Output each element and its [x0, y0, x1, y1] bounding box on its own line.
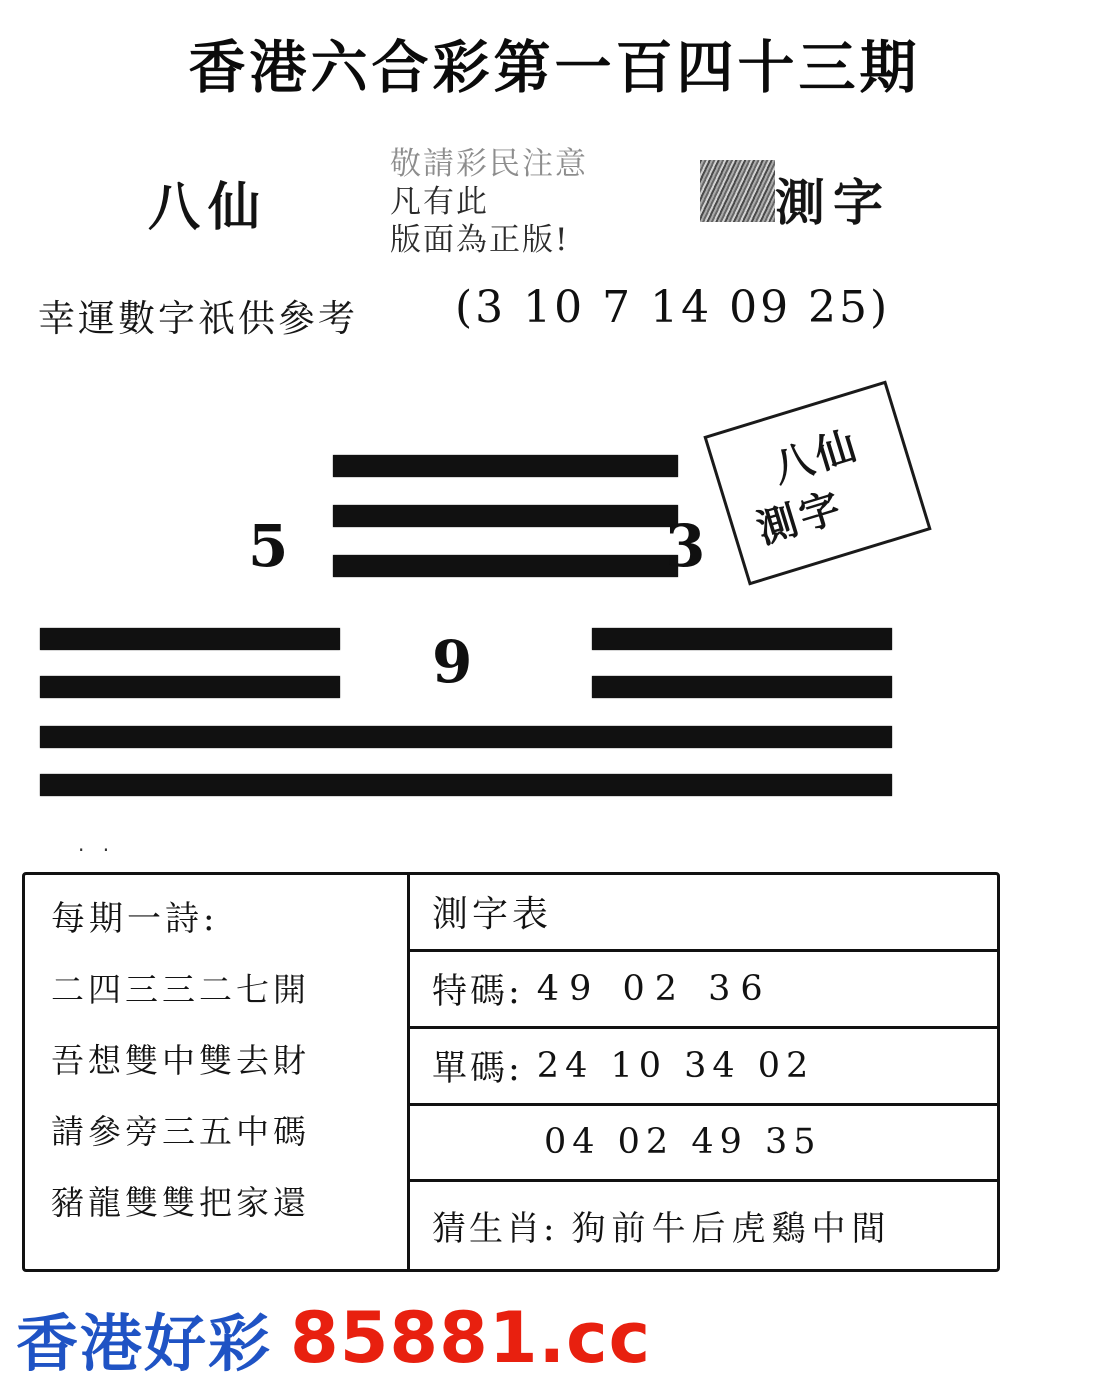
table-row [410, 952, 997, 1029]
notice-line-1: 敬請彩民注意 [390, 146, 588, 182]
poem-column [25, 875, 410, 1269]
poem-title: 每期一詩: [51, 899, 219, 939]
notice-line-3: 版面為正版! [390, 222, 570, 258]
lucky-number-values: (3 10 7 14 09 25) [455, 282, 891, 333]
stamp-card-line-2: 測字 [751, 482, 850, 554]
zodiac-value: 狗前牛后虎鷄中間 [571, 1209, 892, 1250]
hexagram-bar [333, 555, 678, 577]
hexagram-number: 9 [432, 628, 473, 696]
zodiac-label: 猜生肖: [432, 1209, 558, 1250]
stray-dots: · · [78, 838, 116, 862]
notice-block [390, 145, 588, 259]
hexagram-bar [333, 455, 678, 477]
special-code-values: 49 02 36 [536, 968, 773, 1009]
page-title: 香港六合彩第一百四十三期 [188, 34, 921, 101]
hexagram-number: 5 [248, 512, 289, 580]
extra-code-values: 04 02 49 35 [544, 1122, 822, 1163]
notice-line-2: 凡有此 [390, 184, 489, 220]
hexagram-bar [333, 505, 678, 527]
stamp-card-line-1: 八仙 [767, 421, 866, 493]
poem-line: 豬龍雙雙把家還 [51, 1183, 310, 1222]
poem-line: 吾想雙中雙去財 [51, 1041, 310, 1080]
ink-stamp-icon [700, 160, 775, 222]
table-row [410, 1029, 997, 1106]
chart-title-row [410, 875, 997, 952]
table-row [410, 1182, 997, 1269]
hexagram-number: 3 [665, 512, 706, 580]
special-code-label: 特碼: [432, 971, 523, 1012]
hexagram-area [0, 400, 1109, 830]
footer-site-url: 85881.cc [290, 1297, 652, 1379]
brand-name: 八仙 [148, 177, 269, 238]
poem-line: 請參旁三五中碼 [51, 1112, 310, 1151]
poem-line: 二四三三二七開 [51, 970, 310, 1009]
footer-watermark [16, 1298, 1096, 1378]
single-code-label: 單碼: [432, 1048, 523, 1089]
footer-brand-text: 香港好彩 [16, 1306, 273, 1380]
hexagram-bar [40, 676, 340, 698]
single-code-values: 24 10 34 02 [536, 1045, 815, 1086]
hexagram-bar [40, 726, 892, 748]
hexagram-bar [592, 676, 892, 698]
hexagram-bar [40, 628, 340, 650]
lucky-number-label: 幸運數字祇供參考 [38, 297, 358, 340]
chart-title: 測字表 [432, 894, 553, 936]
hexagram-bar [40, 774, 892, 796]
cezi-heading: 測字 [775, 173, 891, 232]
chart-column [410, 875, 997, 1269]
table-row [410, 1106, 997, 1183]
hexagram-bar [592, 628, 892, 650]
bottom-table [22, 872, 1000, 1272]
